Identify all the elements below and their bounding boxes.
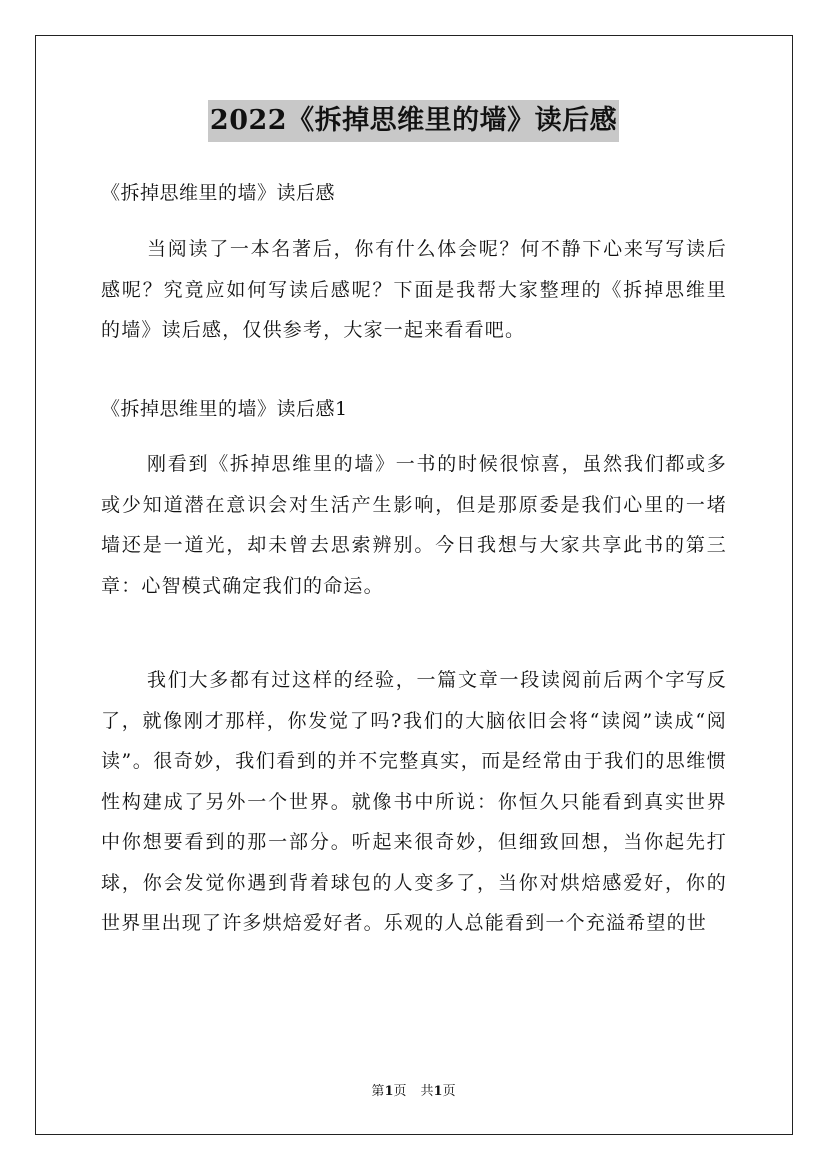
body-paragraph-2: 我们大多都有过这样的经验，一篇文章一段读阅前后两个字写反了，就像刚才那样，你发觉了吗?我们的大脑依旧会将“读阅”读成“阅读”。很奇妙，我们看到的并不完整真实，而是经常由于我们的思维惯性构建成了另外一个世界。就像书中所说：你恒久只能看到真实世界中你想要看到的那一部分。听起来很奇妙，但细致回想，当你起先打球，你会发觉你遇到背着球包的人变多了，当你对烘焙感爱好，你的世界里出现了许多烘焙爱好者。乐观的人总能看到一个充溢希望的世 xyxy=(101,669,727,934)
intro-paragraph: 当阅读了一本名著后，你有什么体会呢？何不静下心来写写读后感呢？究竟应如何写读后感呢？下面是我帮大家整理的《拆掉思维里的墙》读后感，仅供参考，大家一起来看看吧。 xyxy=(101,238,727,341)
current-page-number: 1 xyxy=(384,1084,394,1099)
page-suffix: 页 xyxy=(393,1084,407,1099)
total-suffix: 页 xyxy=(442,1084,456,1099)
body-paragraph-1: 刚看到《拆掉思维里的墙》一书的时候很惊喜，虽然我们都或多或少知道潜在意识会对生活产生影响，但是那原委是我们心里的一堵墙还是一道光，却未曾去思索辨别。今日我想与大家共享此书的第三章：心智模式确定我们的命运。 xyxy=(101,453,727,597)
title-container xyxy=(0,100,827,142)
total-page-number: 1 xyxy=(433,1084,443,1099)
document-title: 2022《拆掉思维里的墙》读后感 xyxy=(208,100,619,142)
page-footer xyxy=(0,1083,827,1101)
section-heading: 《拆掉思维里的墙》读后感1 xyxy=(101,398,348,420)
total-prefix: 共 xyxy=(420,1084,434,1099)
page-prefix: 第 xyxy=(371,1084,385,1099)
document-subtitle: 《拆掉思维里的墙》读后感 xyxy=(101,182,336,204)
